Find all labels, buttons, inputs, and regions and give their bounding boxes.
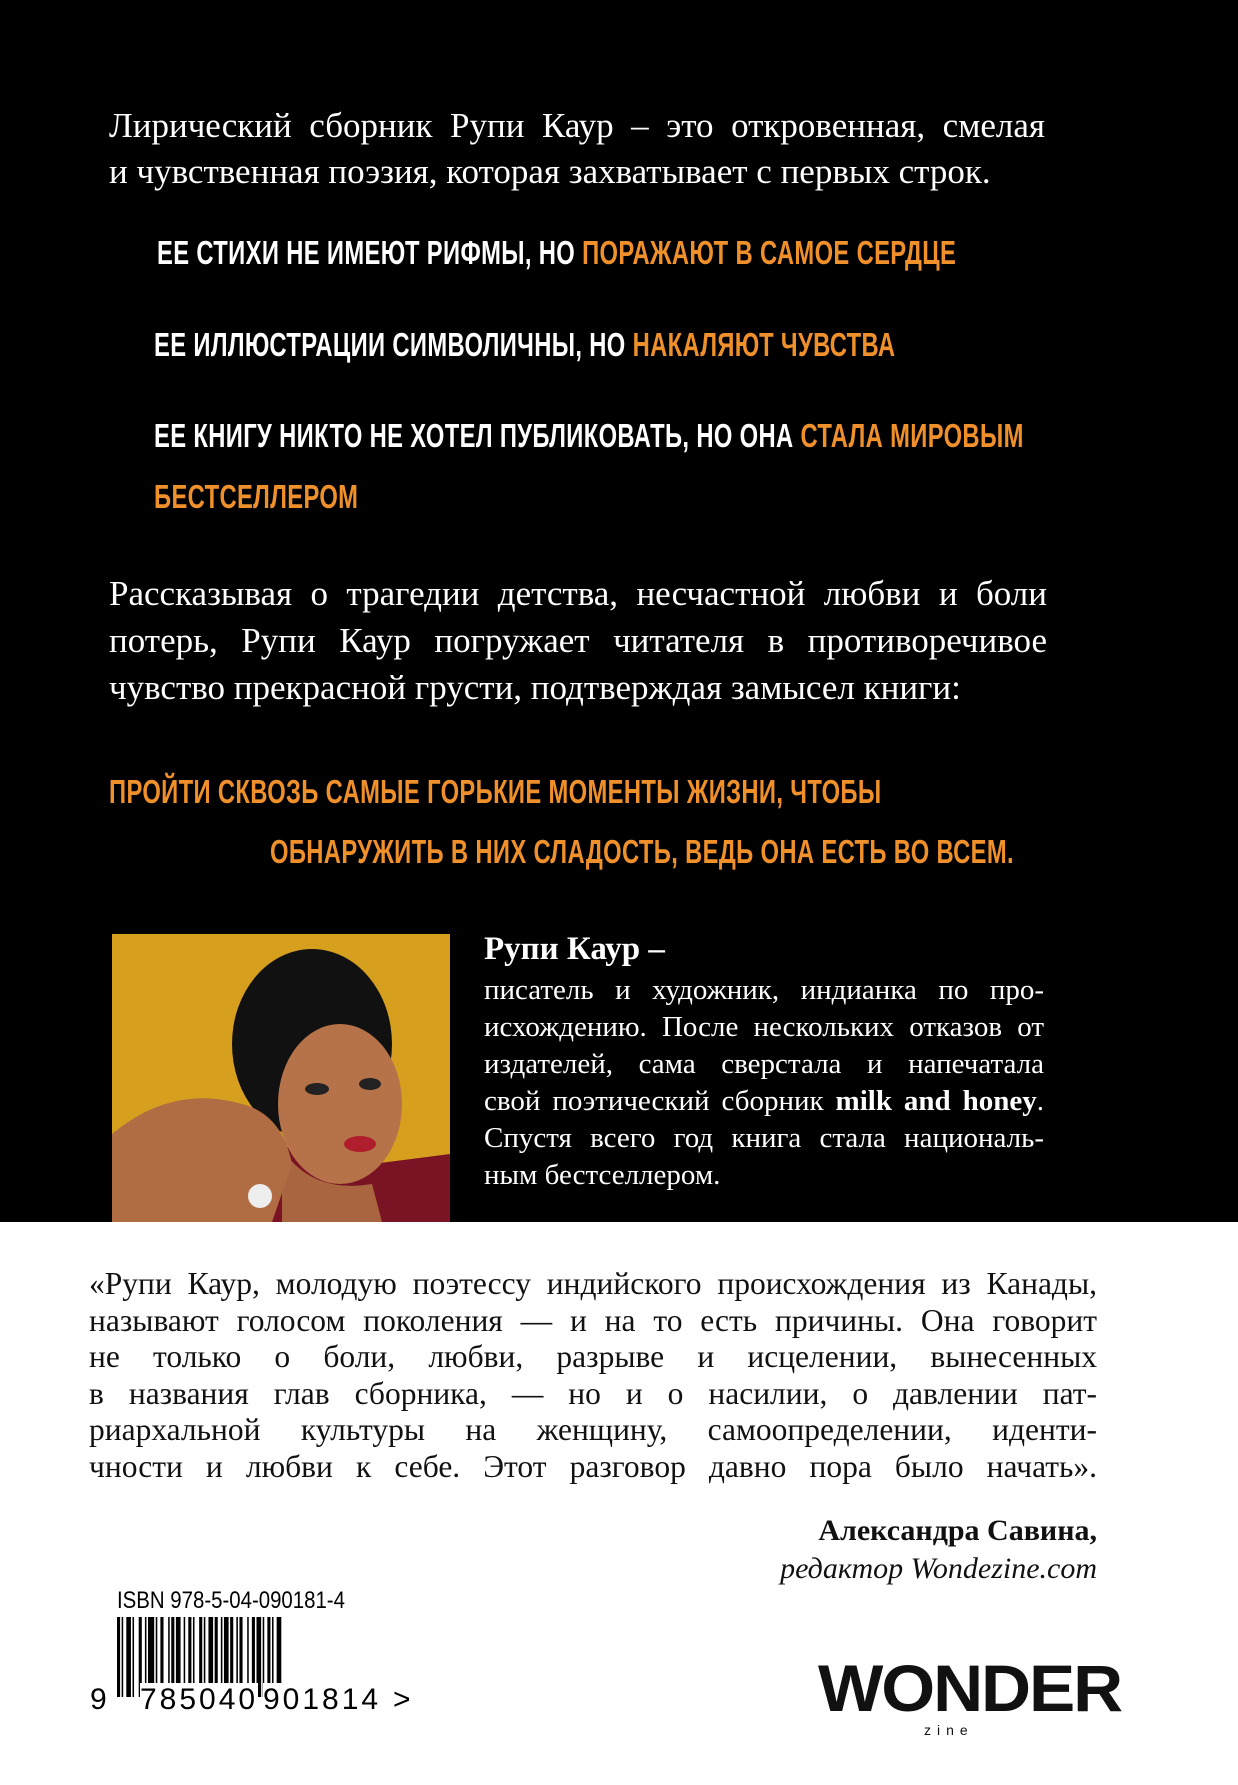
description-line: Рассказывая о трагедии детства, несчастной любви и боли xyxy=(109,574,1047,613)
barcode-bar xyxy=(126,1617,131,1697)
quote-line: не только о боли, любви, разрыве и исцелении, вынесенных xyxy=(89,1339,1097,1374)
highlight-3-cont xyxy=(154,478,438,516)
bio-line: исхождению. После нескольких отказов от xyxy=(484,1011,1044,1043)
barcode-digits-right: 901814 xyxy=(263,1683,382,1716)
bio-line: издателей, сама сверстала и напечатала xyxy=(484,1048,1044,1080)
quote-line: в названия глав сборника, — но и о насилии, о давлении пат- xyxy=(89,1375,1097,1411)
highlight-3 xyxy=(154,417,1238,455)
quote-line: называют голосом поколения — и на то есть причины. Она говорит xyxy=(89,1302,1097,1338)
author-photo xyxy=(112,934,450,1222)
quote-line: риархальной культуры на женщину, самоопределении, иденти- xyxy=(89,1412,1097,1447)
quote-line: «Рупи Каур, молодую поэтессу индийского происхождения из Канады, xyxy=(89,1266,1097,1301)
highlight-accent: СТАЛА МИРОВЫМ xyxy=(800,417,1024,454)
intro-line: и чувственная поэзия, которая захватывает с первых строк. xyxy=(109,152,991,191)
barcode-bar xyxy=(122,1617,124,1697)
highlight-1 xyxy=(157,234,1238,272)
barcode-digit: 9 xyxy=(90,1683,107,1716)
highlight-text: ЕЕ КНИГУ НИКТО НЕ ХОТЕЛ ПУБЛИКОВАТЬ, НО ОНА xyxy=(154,417,801,454)
author-name: Рупи Каур – xyxy=(484,931,665,967)
bio-line: свой поэтический сборник milk and honey. xyxy=(484,1085,1044,1117)
highlight-accent: НАКАЛЯЮТ ЧУВСТВА xyxy=(632,326,896,363)
review-author: Александра Савина, xyxy=(818,1514,1097,1547)
publisher-logo: WONDER xyxy=(818,1651,1122,1725)
publisher-logo-sub: zine xyxy=(924,1722,974,1738)
review-quote xyxy=(89,1266,1097,1485)
motto-line-1: ПРОЙТИ СКВОЗЬ САМЫЕ ГОРЬКИЕ МОМЕНТЫ ЖИЗНИ, ЧТОБЫ xyxy=(109,773,882,810)
description-paragraph xyxy=(109,570,1047,711)
barcode-digits-left: 785040 xyxy=(140,1683,259,1716)
intro-paragraph xyxy=(109,103,1045,195)
barcode-bar xyxy=(133,1617,135,1697)
barcode-arrow: > xyxy=(393,1683,411,1716)
bio-line: ным бестселлером. xyxy=(484,1159,721,1191)
highlight-accent: ПОРАЖАЮТ В САМОЕ СЕРДЦЕ xyxy=(582,234,957,271)
isbn-number: ISBN 978-5-04-090181-4 xyxy=(117,1587,345,1614)
author-bio xyxy=(484,926,1044,1194)
highlight-accent: БЕСТСЕЛЛЕРОМ xyxy=(154,478,359,515)
review-author-role: редактор Wondezine.com xyxy=(780,1552,1097,1585)
description-line: потерь, Рупи Каур погружает читателя в противоречивое xyxy=(109,621,1047,660)
highlight-2 xyxy=(154,326,1184,364)
bio-line: писатель и художник, индианка по про- xyxy=(484,974,1044,1006)
book-title: milk and honey xyxy=(835,1085,1037,1117)
intro-line: Лирический сборник Рупи Каур – это откровенная, смелая xyxy=(109,106,1045,145)
highlight-text: ЕЕ СТИХИ НЕ ИМЕЮТ РИФМЫ, НО xyxy=(157,234,583,271)
bio-line: Спустя всего год книга стала националь- xyxy=(484,1122,1044,1154)
barcode-bar xyxy=(117,1617,120,1697)
quote-line: чности и любви к себе. Этот разговор давно пора было начать». xyxy=(89,1448,1097,1484)
motto-line-2: ОБНАРУЖИТЬ В НИХ СЛАДОСТЬ, ВЕДЬ ОНА ЕСТЬ ВО ВСЕМ. xyxy=(270,833,1014,870)
description-line: чувство прекрасной грусти, подтверждая замысел книги: xyxy=(109,668,961,707)
highlight-text: ЕЕ ИЛЛЮСТРАЦИИ СИМВОЛИЧНЫ, НО xyxy=(154,326,633,363)
